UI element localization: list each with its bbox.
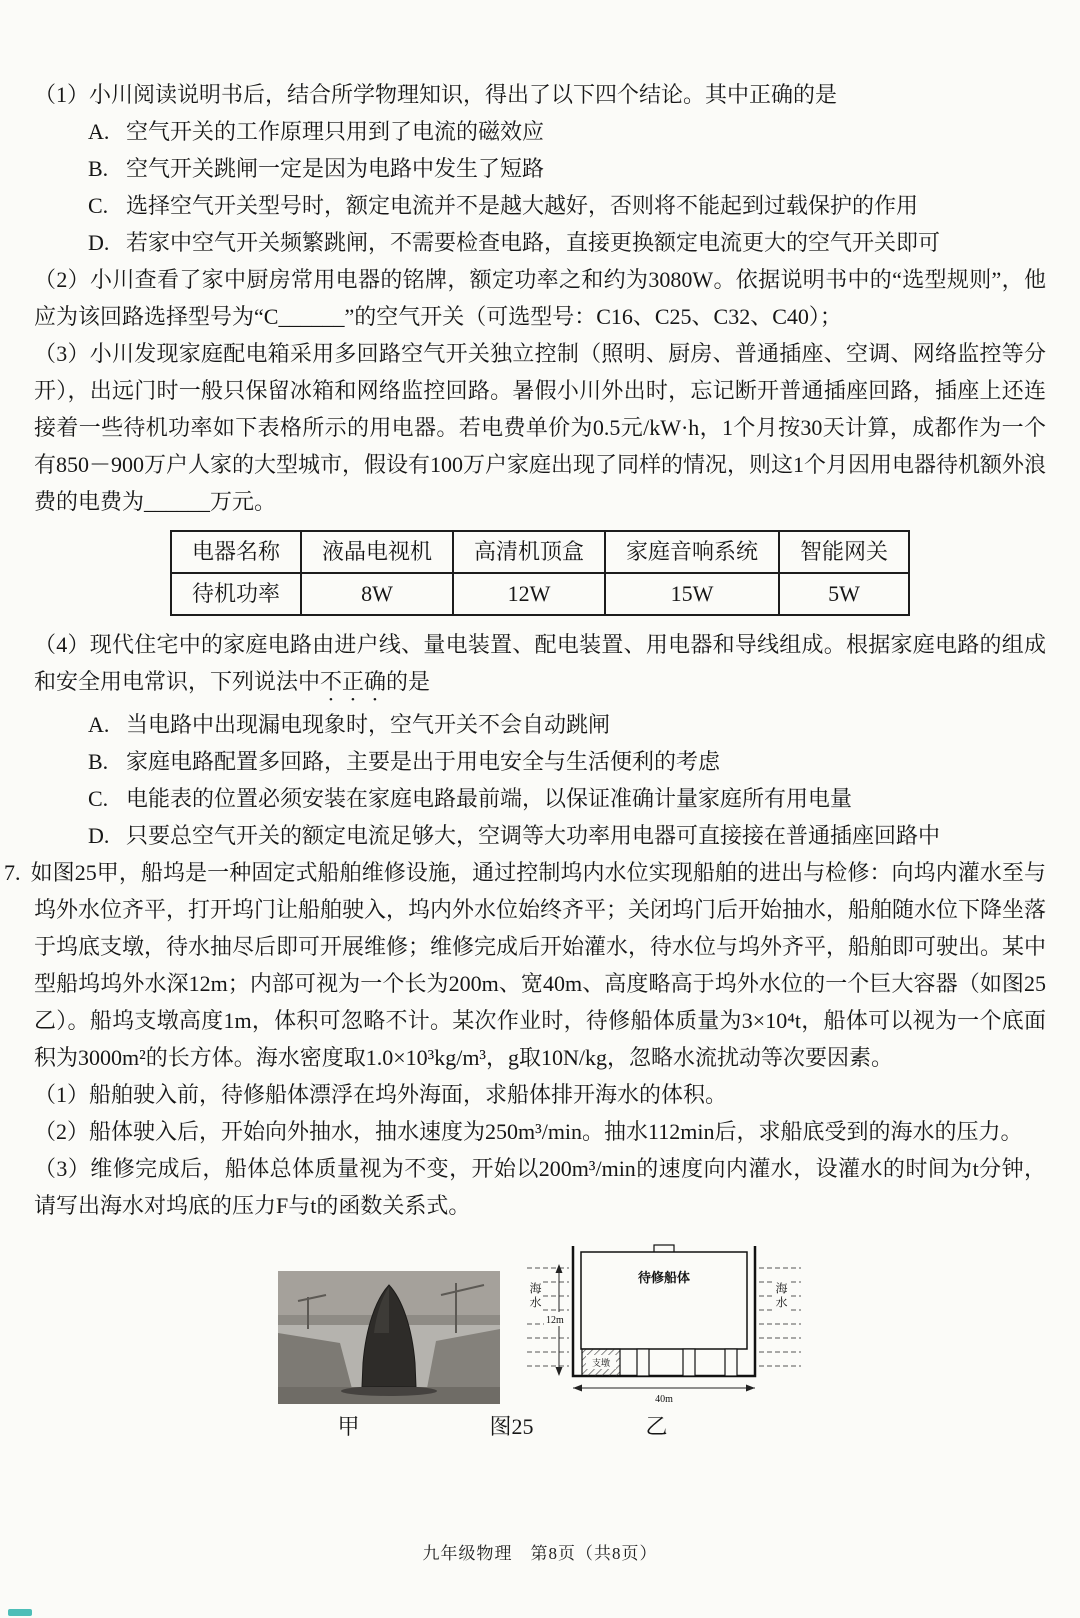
option-label: D. [88, 230, 110, 255]
q2-text: （2）小川查看了家中厨房常用电器的铭牌，额定功率之和约为3080W。依据说明书中的“选型规则”，他应为该回路选择型号为“C______”的空气开关（可选型号：C16、C25、C32、C40）； [34, 267, 1046, 329]
dock-diagram [525, 1240, 803, 1404]
q1-option-c [34, 187, 1046, 224]
sea-left-label: 海水 [527, 1282, 542, 1310]
option-text: 空气开关跳闸一定是因为电路中发生了短路 [126, 156, 545, 181]
figure-label-number: 图25 [489, 1414, 534, 1439]
q4-stem [34, 626, 1046, 706]
q7-sub1: （1）船舶驶入前，待修船体漂浮在坞外海面，求船体排开海水的体积。 [34, 1082, 728, 1107]
figure-label-jia: 甲 [337, 1414, 360, 1439]
standby-power-table [170, 530, 910, 616]
q4-option-d [34, 817, 1046, 854]
dock-photo [278, 1271, 500, 1404]
arrowhead-right [746, 1385, 755, 1392]
q4-stem-after: 的是 [386, 669, 431, 694]
q4-stem-before: （4）现代住宅中的家庭电路由进户线、量电装置、配电装置、用电器和导线组成。根据家庭电路的组成和安全用电常识，下列说法中 [34, 632, 1046, 694]
option-text: 若家中空气开关频繁跳闸，不需要检查电路，直接更换额定电流更大的空气开关即可 [126, 230, 941, 255]
ship-label: 待修船体 [637, 1270, 690, 1285]
option-text: 家庭电路配置多回路，主要是出于用电安全与生活便利的考虑 [126, 749, 721, 774]
q1-option-b [34, 150, 1046, 187]
table-cell: 12W [453, 573, 605, 615]
table-header-row [171, 531, 909, 573]
table-cell: 待机功率 [171, 573, 301, 615]
arrowhead-left [573, 1385, 582, 1392]
q7-number: 7. [4, 860, 21, 885]
option-label: B. [88, 749, 109, 774]
ship-shadow [341, 1386, 437, 1396]
table-cell: 电器名称 [171, 531, 301, 573]
option-label: A. [88, 712, 110, 737]
depth-label: 12m [545, 1315, 564, 1326]
option-text: 当电路中出现漏电现象时，空气开关不会自动跳闸 [126, 712, 611, 737]
dock-support-legs [637, 1349, 737, 1376]
q4-stem-emphasis: 不正确 [320, 669, 387, 694]
figure-labels [278, 1408, 803, 1442]
table-cell: 家庭音响系统 [605, 531, 779, 573]
table-cell: 5W [779, 573, 909, 615]
q4-option-c [34, 780, 1046, 817]
figure-label-yi: 乙 [645, 1414, 668, 1439]
q1-option-a [34, 113, 1046, 150]
table-cell: 智能网关 [779, 531, 909, 573]
figure-25 [34, 1240, 1046, 1404]
arrowhead-down [555, 1367, 562, 1376]
option-label: C. [88, 786, 109, 811]
q7-sub2: （2）船体驶入后，开始向外抽水，抽水速度为250m³/min。抽水112min后，求船底受到的海水的压力。 [34, 1119, 1023, 1144]
scan-artifact [8, 1609, 32, 1616]
page-footer: 九年级物理 第8页（共8页） [422, 1544, 658, 1563]
q3-text: （3）小川发现家庭配电箱采用多回路空气开关独立控制（照明、厨房、普通插座、空调、网络监控等分开），出远门时一般只保留冰箱和网络监控回路。暑假小川外出时，忘记断开普通插座回路，插座上还连接着一些待机功率如下表格所示的用电器。若电费单价为0.5元/kW·h，1个月按30天计算，成都作为一个有850－900万户人家的大型城市，假设有100万户家庭出现了同样的情况，则这1个月因用电器待机额外浪费的电费为______万元。 [34, 341, 1047, 514]
q4-option-b [34, 743, 1046, 780]
option-label: A. [88, 119, 110, 144]
q1-stem: （1）小川阅读说明书后，结合所学物理知识，得出了以下四个结论。其中正确的是 [34, 82, 838, 107]
width-label: 40m [654, 1394, 673, 1404]
width-dimension-arrow [573, 1385, 755, 1392]
table-cell: 液晶电视机 [301, 531, 453, 573]
option-text: 空气开关的工作原理只用到了电流的磁效应 [126, 119, 545, 144]
option-text: 电能表的位置必须安装在家庭电路最前端，以保证准确计量家庭所有用电量 [126, 786, 853, 811]
table-cell: 8W [301, 573, 453, 615]
support-label: 支墩 [591, 1358, 610, 1368]
option-label: D. [88, 823, 110, 848]
option-text: 选择空气开关型号时，额定电流并不是越大越好，否则将不能起到过载保护的作用 [126, 193, 919, 218]
q4-option-a [34, 706, 1046, 743]
table-cell: 高清机顶盒 [453, 531, 605, 573]
q7-sub3: （3）维修完成后，船体总体质量视为不变，开始以200m³/min的速度向内灌水，设灌水的时间为t分钟，请写出海水对坞底的压力F与t的函数关系式。 [34, 1156, 1046, 1218]
option-label: C. [88, 193, 109, 218]
option-text: 只要总空气开关的额定电流足够大，空调等大功率用电器可直接接在普通插座回路中 [126, 823, 941, 848]
q1-option-d [34, 224, 1046, 261]
ship-body [581, 1252, 747, 1349]
option-label: B. [88, 156, 109, 181]
sea-right-label: 海水 [773, 1282, 788, 1310]
table-value-row [171, 573, 909, 615]
table-cell: 15W [605, 573, 779, 615]
q7-stem [4, 854, 1047, 1076]
q7-body: 如图25甲，船坞是一种固定式船舶维修设施，通过控制坞内水位实现船舶的进出与检修：向坞内灌水至与坞外水位齐平，打开坞门让船舶驶入，坞内外水位始终齐平；关闭坞门后开始抽水，船舶随水位下降坐落于坞底支墩，待水抽尽后即可开展维修；维修完成后开始灌水，待水位与坞外齐平，船舶即可驶出。某中型船坞坞外水深12m；内部可视为一个长为200m、宽40m、高度略高于坞外水位的一个巨大容器（如图25乙）。船坞支墩高度1m，体积可忽略不计。某次作业时，待修船体质量为3×10⁴t，船体可以视为一个底面积为3000m²的长方体。海水密度取1.0×10³kg/m³，g取10N/kg，忽略水流扰动等次要因素。 [30, 860, 1047, 1070]
